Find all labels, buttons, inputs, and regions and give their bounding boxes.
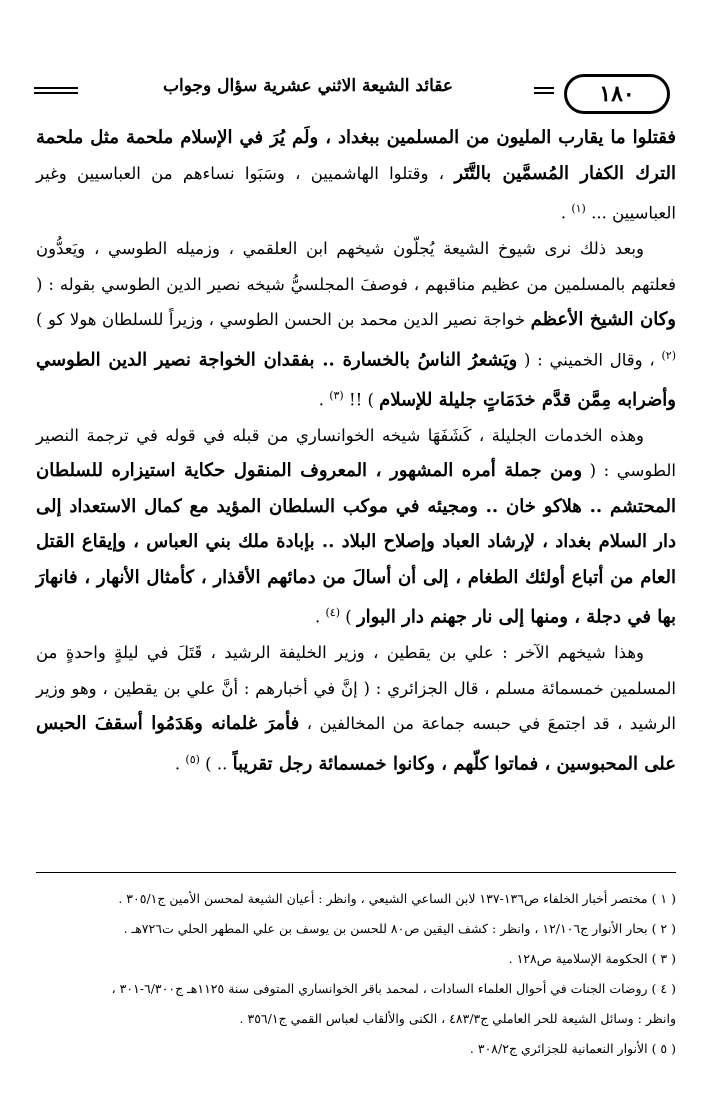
bold-text: ومن جملة أمره المشهور ، المعروف المنقول حكاية استيزاره للسلطان المحتشم .. هلاكو خان .. ومجيئه في موكب السلطان المؤيد مع كمال الاستعداد إلى دار السلام بغداد ، لإرشاد العباد وإصلاح البلاد .. بإبادة ملك بني العباس ، وإيقاع القتل العام من أتباع أولئك الطغام ، إلى أن أسالَ من دمائهم الأقذار ، كأمثال الأنهار ، فانهارَ بها في دجلة ، ومنها إلى نار جهنم دار البوار [36,460,676,628]
bold-text: وكان الشيخ الأعظم [530,309,676,330]
footnote: ( ٥ ) الأنوار النعمانية للجزائري ج٣٠٨/٢ . [469,1041,676,1056]
paragraph [36,418,676,636]
footnote: وانظر : وسائل الشيعة للحر العاملي ج٤٨٣/٣ ، الكنى والألقاب لعباس القمي ج٣٥٦/١ . [239,1011,676,1026]
header-rule [34,92,78,94]
main-text [36,120,676,782]
paragraph [36,120,676,231]
text: . [315,607,321,627]
text: .. ) [205,754,228,773]
footnote-ref: (٢) [661,348,676,362]
text: . [174,754,181,773]
page-header [34,74,678,114]
text: وهذه الخدمات الجليلة ، كَشَفَهَا شيخه الخوانساري من قبله في قوله في ترجمة النصير الطوسي : ( [36,425,676,480]
bold-text: فقتلوا ما يقارب المليون من المسلمين ببغداد ، ولَم يُرَ في الإسلام ملحمة مثل ملحمة الترك الكفار المُسمَّين بالتَّتَر [36,127,676,184]
footnotes [36,884,676,1064]
text: . [560,203,567,223]
footnote: ( ٢ ) بحار الأنوار ج١٢/١٠٦ ، وانظر : كشف اليقين ص٨٠ للحسن بن يوسف بن علي المطهر الحلي ت٧٢٦هـ . [123,921,676,936]
text: ، وقال الخميني : ( [523,350,655,369]
text: وهذا شيخهم الآخر : علي بن يقطين ، وزير الخليفة الرشيد ، قَتَلَ في ليلةٍ واحدةٍ من المسلمين خمسمائة مسلم ، قال الجزائري : ( إنَّ في أخبارهم : أنَّ علي بن يقطين ، وهو وزير الرشيد ، قد اجتمعَ في حبسه جماعة من المخالفين ، [36,643,677,733]
header-rule [34,87,78,89]
text: ) !! [348,390,374,409]
text: ) [345,607,352,627]
running-title: عقائد الشيعة الاثني عشرية سؤال وجواب [163,76,453,96]
header-rule [534,92,554,94]
footnote: ( ٣ ) الحكومة الإسلامية ص١٢٨ . [508,951,676,966]
paragraph [36,231,676,418]
text: خواجة نصير الدين محمد بن الحسن الطوسي ، وزيراً للسلطان هولا كو ) [36,310,526,329]
bold-text: فأمرَ غلمانه وهَدَمُوا أسقفَ الحبس على المحبوسين ، فماتوا كلّهم ، وكانوا خمسمائة رجل تقريباً [36,713,676,774]
bold-text: ويَشعرُ الناسُ بالخسارة .. بفقدان الخواجة نصير الدين الطوسي وأضرابه مِمَّن قدَّم خدَمَاتٍ جليلة للإسلام [36,349,676,410]
text: . [318,390,324,409]
footnote-ref: (١) [571,202,586,215]
text: وبعد ذلك نرى شيوخ الشيعة يُجلّون شيخهم ابن العلقمي ، وزميله الطوسي ، ويَعدُّون فعلتهم بالمسلمين من عظيم مناقبهم ، فوصفَ المجلسيُّ شيخه نصير الدين الطوسي بقوله : ( [36,239,676,294]
footnote-ref: (٣) [329,388,344,402]
footnote: ( ١ ) مختصر أخبار الخلفاء ص١٣٦-١٣٧ لابن الساعي الشيعي ، وانظر : أعيان الشيعة لمحسن الأمين ج٣٠٥/١ . [118,891,676,906]
paragraph [36,635,676,782]
footnote-ref: (٥) [185,752,200,766]
footnote-divider [36,872,676,873]
footnote-ref: (٤) [325,606,341,619]
text: ، وقتلوا الهاشميين ، وسَبَوا نساءهم من العباسيين وغير العباسيين ... [36,163,676,223]
footnote: ( ٤ ) روضات الجنات في أحوال العلماء السادات ، لمحمد باقر الخوانساري المتوفى سنة ١١٢٥هـ ج٦/٣٠٠-٣٠١ ، [111,981,676,996]
header-rule [534,87,554,89]
page-number: ١٨٠ [564,74,670,114]
